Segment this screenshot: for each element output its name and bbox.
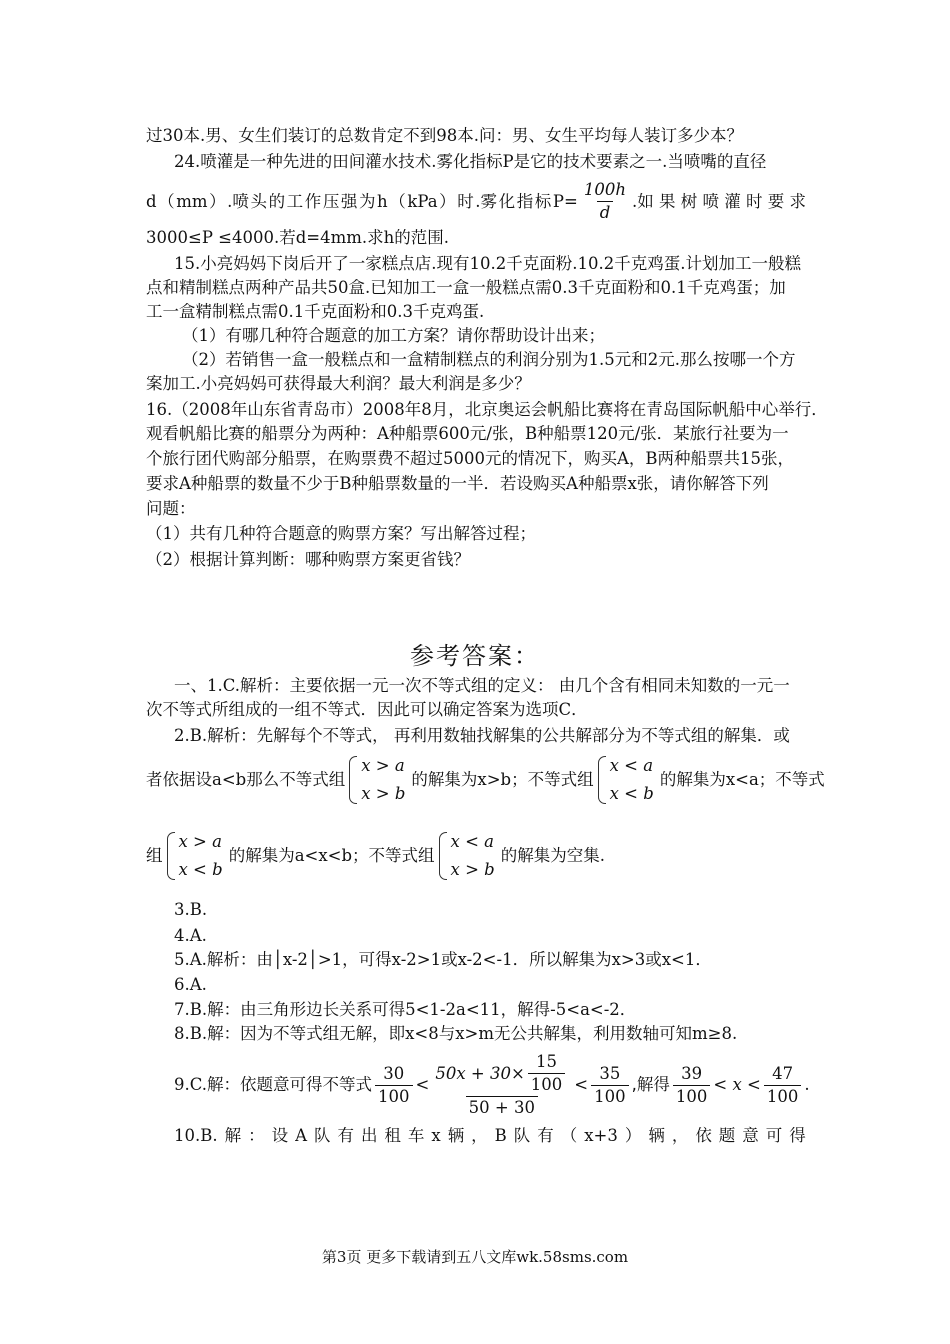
answer-2-systems-2 [146,832,605,880]
compound-fraction [432,1052,571,1118]
text: 的解集为空集. [500,846,605,865]
text-line: 观看帆船比赛的船票分为两种：A种船票600元/张，B种船票120元/张．某旅行社要为一 [146,424,789,443]
text-line: 点和精制糕点两种产品共50盒.已知加工一盒一般糕点需0.3千克面粉和0.1千克鸡蛋；加 [146,278,786,297]
text-token: P= [552,191,578,211]
answer-8: 8.B.解：因为不等式组无解，即x<8与x>m无公共解集，利用数轴可知m≥8. [174,1024,738,1043]
text-line: 过30本.男、女生们装订的总数肯定不到98本.问：男、女生平均每人装订多少本？ [146,126,743,145]
inequality: x > b [450,860,495,879]
frac-num: 47 [772,1063,794,1083]
text-token: 化 [498,191,516,211]
text-token: kPa [407,191,438,211]
inequality-system [598,756,654,804]
sub-question-2: （2）若销售一盒一般糕点和一盒精制糕点的利润分别为1.5元和2元.那么按哪一个方 [182,350,796,369]
text-token: A [295,1126,307,1145]
text-token: 设 [271,1126,289,1145]
text-token: 辆 [648,1126,665,1145]
text-token: x+3 [584,1126,618,1145]
text-line: 案加工.小亮妈妈可获得最大利润？最大利润是多少？ [146,374,531,393]
sub-question-1: （1）共有几种符合题意的购票方案？写出解答过程； [146,524,536,543]
answer-3: 3.B. [174,900,208,919]
text-token: 解 [224,1126,242,1145]
formula-line [146,180,806,223]
text-token: 车 [407,1126,425,1145]
text-token: x [431,1126,441,1145]
frac-num: 35 [599,1063,621,1083]
frac-den: 100 [673,1085,711,1107]
text: . [804,1075,810,1094]
text-token: .雾 [475,191,498,211]
question-24: 24.喷灌是一种先进的田间灌水技术.雾化指标P是它的技术要素之一.当喷嘴的直径 [174,152,767,171]
text-line: 次不等式所组成的一组不等式．因此可以确定答案为选项C． [146,700,588,719]
answer-2: 2.B.解析：先解每个不等式， 再利用数轴找解集的公共解部分为不等式组的解集．或 [174,726,790,745]
text-token: .喷 [227,191,249,211]
text-token: 辆 [447,1126,465,1145]
text-line: 个旅行团代购部分船票，在购票费不超过5000元的情况下，购买A，B两种船票共15张， [146,449,795,468]
text-token: 标 [534,191,552,211]
text-token: 压 [322,191,340,211]
inequality: x < b [178,860,223,879]
text: 组 [146,846,163,865]
text: 的解集为x>b；不等式组 [411,770,594,789]
inequality: x < a [450,832,495,851]
page-footer: 第3页 更多下载请到五八文库wk.58sms.com [321,1248,629,1266]
brace [167,832,175,880]
inequality-system [439,832,495,880]
brace [349,756,357,804]
inequality-system [349,756,405,804]
text-token: 可 [765,1126,783,1145]
brace [439,832,447,880]
text: 的解集为x<a；不等式 [659,770,825,789]
frac-den: d [597,201,614,223]
frac-num [432,1052,571,1096]
text-token: ， [671,1126,689,1145]
fraction [764,1064,802,1107]
frac-num: 100h [583,180,627,199]
fraction-p [581,180,629,223]
text: 的解集为a<x<b；不等式组 [228,846,435,865]
text-token: ） [439,191,456,211]
frac-den: 50 + 30 [466,1096,538,1118]
inequality: x > a [178,832,222,851]
text-token: ） [624,1126,642,1145]
text: ,解得 [631,1075,670,1094]
text-token: 工 [286,191,304,211]
text-token: ， [471,1126,488,1145]
text-token: 时 [457,191,474,211]
question-15: 15.小亮妈妈下岗后开了一家糕点店.现有10.2千克面粉.10.2千克鸡蛋.计划加工一般糕 [174,254,801,273]
inequality: x > b [361,784,406,803]
text-token: d [146,191,157,211]
inequality: x < a [609,756,654,775]
text-token: 强 [340,191,358,211]
text-token: 队 [513,1126,531,1145]
text-token: 作 [304,191,322,211]
text: 者依据设a<b那么不等式组 [146,770,346,789]
text-token: 依 [695,1126,712,1145]
frac-den: 100 [591,1085,629,1107]
answer-2-systems-1 [146,756,825,804]
frac-num: 39 [681,1063,703,1083]
text-token: ： [248,1126,265,1145]
text-tail: .如 果 树 喷 灌 时 要 求 [632,191,806,211]
text-line: 工一盒精制糕点需0.1千克面粉和0.3千克鸡蛋. [146,302,485,321]
sub-question-1: （1）有哪几种符合题意的加工方案？请你帮助设计出来； [182,326,605,345]
inequality: x < b [609,784,654,803]
text-token: 为 [358,191,376,211]
text-token: 头 [250,191,267,211]
text-token: （ [389,191,406,211]
text: 9.C.解：依题意可得不等式 [174,1075,373,1094]
less-than: < [415,1075,430,1094]
answers-title: 参考答案： [410,642,540,670]
text-token: 有 [537,1126,554,1145]
text-token: B [494,1126,507,1145]
less-than: < [574,1075,589,1094]
answer-4: 4.A. [174,926,207,945]
text-token: 队 [313,1126,331,1145]
frac-den: 100 [528,1073,566,1095]
spaced-text [146,192,578,212]
text-token: 租 [384,1126,401,1145]
text-line: 要求A种船票的数量不少于B种船票数量的一半．若设购买A种船票x张，请你解答下列 [146,474,769,493]
inequality-system [167,832,223,880]
answer-5: 5.A.解析：由│x-2│>1，可得x-2>1或x-2<-1．所以解集为x>3或x<1． [174,950,712,969]
frac-num-text: 50x + 30× [435,1063,525,1083]
inequality: < x < [713,1075,761,1094]
inequality: x > a [361,756,405,775]
text-token: ） [209,191,226,211]
frac-den: 100 [375,1085,413,1107]
brace [598,756,606,804]
fraction [673,1064,711,1107]
text-token: 10.B. [174,1126,218,1145]
fraction [375,1064,413,1107]
answer-9 [174,1052,810,1118]
frac-num: 30 [383,1063,405,1083]
text-token: 指 [516,191,534,211]
text-token: 意 [742,1126,759,1145]
question-16: 16.（2008年山东省青岛市）2008年8月，北京奥运会帆船比赛将在青岛国际帆船中心举行． [146,400,828,419]
sub-question-2: （2）根据计算判断：哪种购票方案更省钱？ [146,550,470,569]
answer-10 [174,1126,806,1146]
text-token: 的 [268,191,286,211]
text-line: 3000≤P ≤4000.若d=4mm.求h的范围. [146,228,450,247]
frac-num: 15 [536,1052,558,1071]
text-token: （ [560,1126,578,1145]
text-token: 得 [789,1126,806,1145]
frac-den: 100 [764,1085,802,1107]
fraction [591,1064,629,1107]
text-token: 出 [360,1126,378,1145]
text-token: mm [176,191,208,211]
text-token: 有 [337,1126,354,1145]
answer-7: 7.B.解：由三角形边长关系可得5<1-2a<11，解得-5<a<-2． [174,1000,637,1019]
text-token: h [377,191,388,211]
text-token: 题 [718,1126,736,1145]
answer-6: 6.A. [174,975,207,994]
text-token: （ [158,191,175,211]
answer-1: 一、1.C.解析：主要依据一元一次不等式组的定义： 由几个含有相同未知数的一元一 [174,676,790,695]
text-line: 问题： [146,499,196,518]
inner-fraction [528,1052,566,1095]
